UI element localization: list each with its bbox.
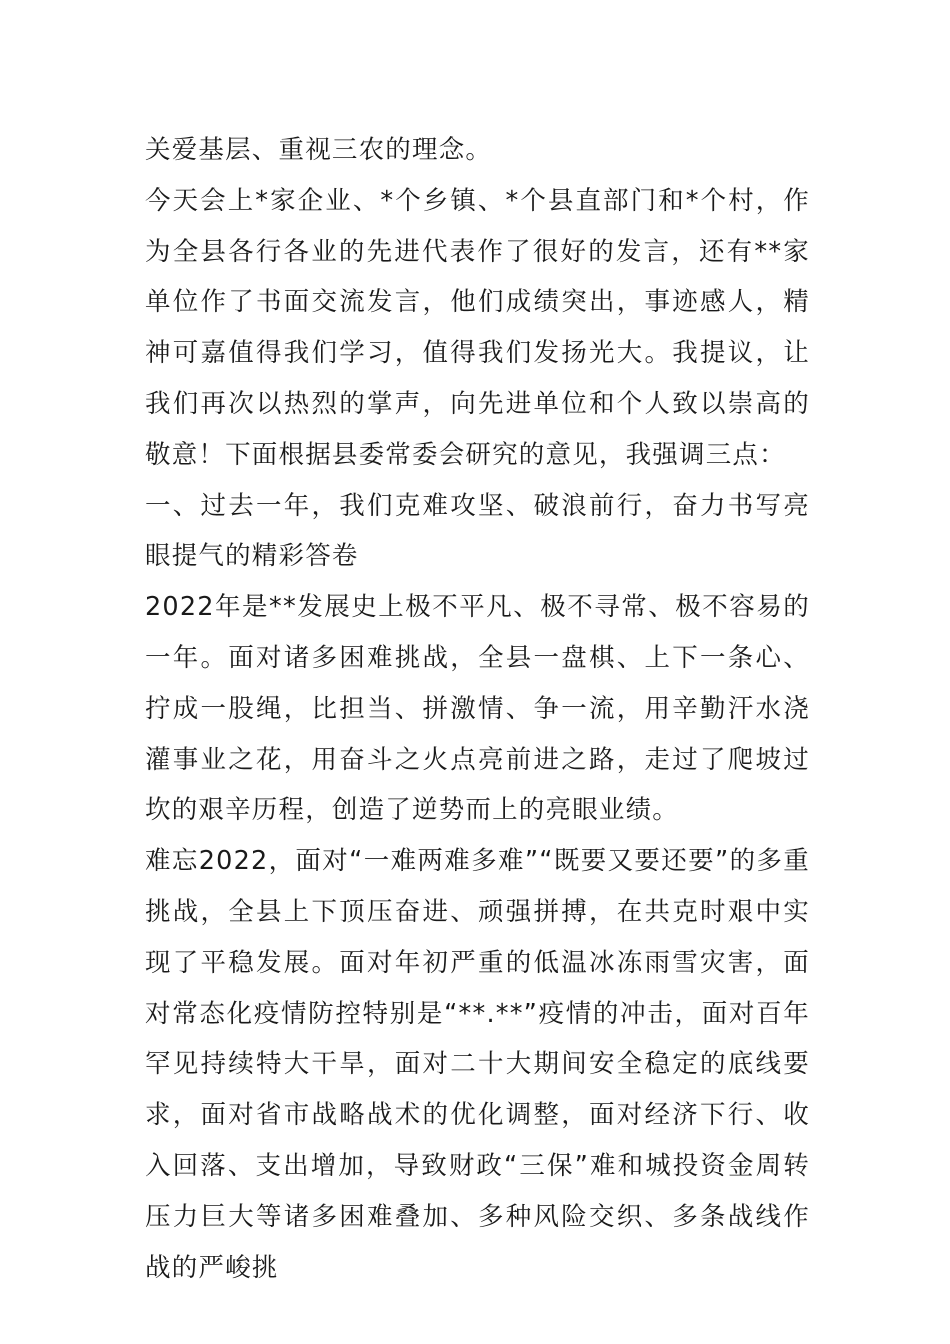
paragraph-advanced-representatives: 今天会上*家企业、*个乡镇、*个县直部门和*个村，作为全县各行各业的先进代表作了很好的发言，还有**家单位作了书面交流发言，他们成绩突出，事迹感人，精神可嘉值得我们学习，值得我们发扬光大。我提议，让我们再次以热烈的掌声，向先进单位和个人致以崇高的敬意！下面根据县委常委会研究的意见，我强调三点：	[145, 185, 810, 470]
document-body	[145, 125, 810, 1293]
section-heading-one: 一、过去一年，我们克难攻坚、破浪前行，奋力书写亮眼提气的精彩答卷	[145, 490, 810, 572]
paragraph-closing-line: 关爱基层、重视三农的理念。	[145, 135, 493, 165]
paragraph-2022-overview: 2022年是**发展史上极不平凡、极不寻常、极不容易的一年。面对诸多困难挑战，全县一盘棋、上下一条心、拧成一股绳，比担当、拼激情、争一流，用辛勤汗水浇灌事业之花，用奋斗之火点亮前进之路，走过了爬坡过坎的艰辛历程，创造了逆势而上的亮眼业绩。	[145, 592, 810, 826]
paragraph-2022-challenges: 难忘2022，面对“一难两难多难”“既要又要还要”的多重挑战，全县上下顶压奋进、顽强拼搏，在共克时艰中实现了平稳发展。面对年初严重的低温冰冻雨雪灾害，面对常态化疫情防控特别是“**.**”疫情的冲击，面对百年罕见持续特大干旱，面对二十大期间安全稳定的底线要求，面对省市战略战术的优化调整，面对经济下行、收入回落、支出增加，导致财政“三保”难和城投资金周转压力巨大等诸多困难叠加、多种风险交织、多条战线作战的严峻挑	[145, 846, 810, 1283]
